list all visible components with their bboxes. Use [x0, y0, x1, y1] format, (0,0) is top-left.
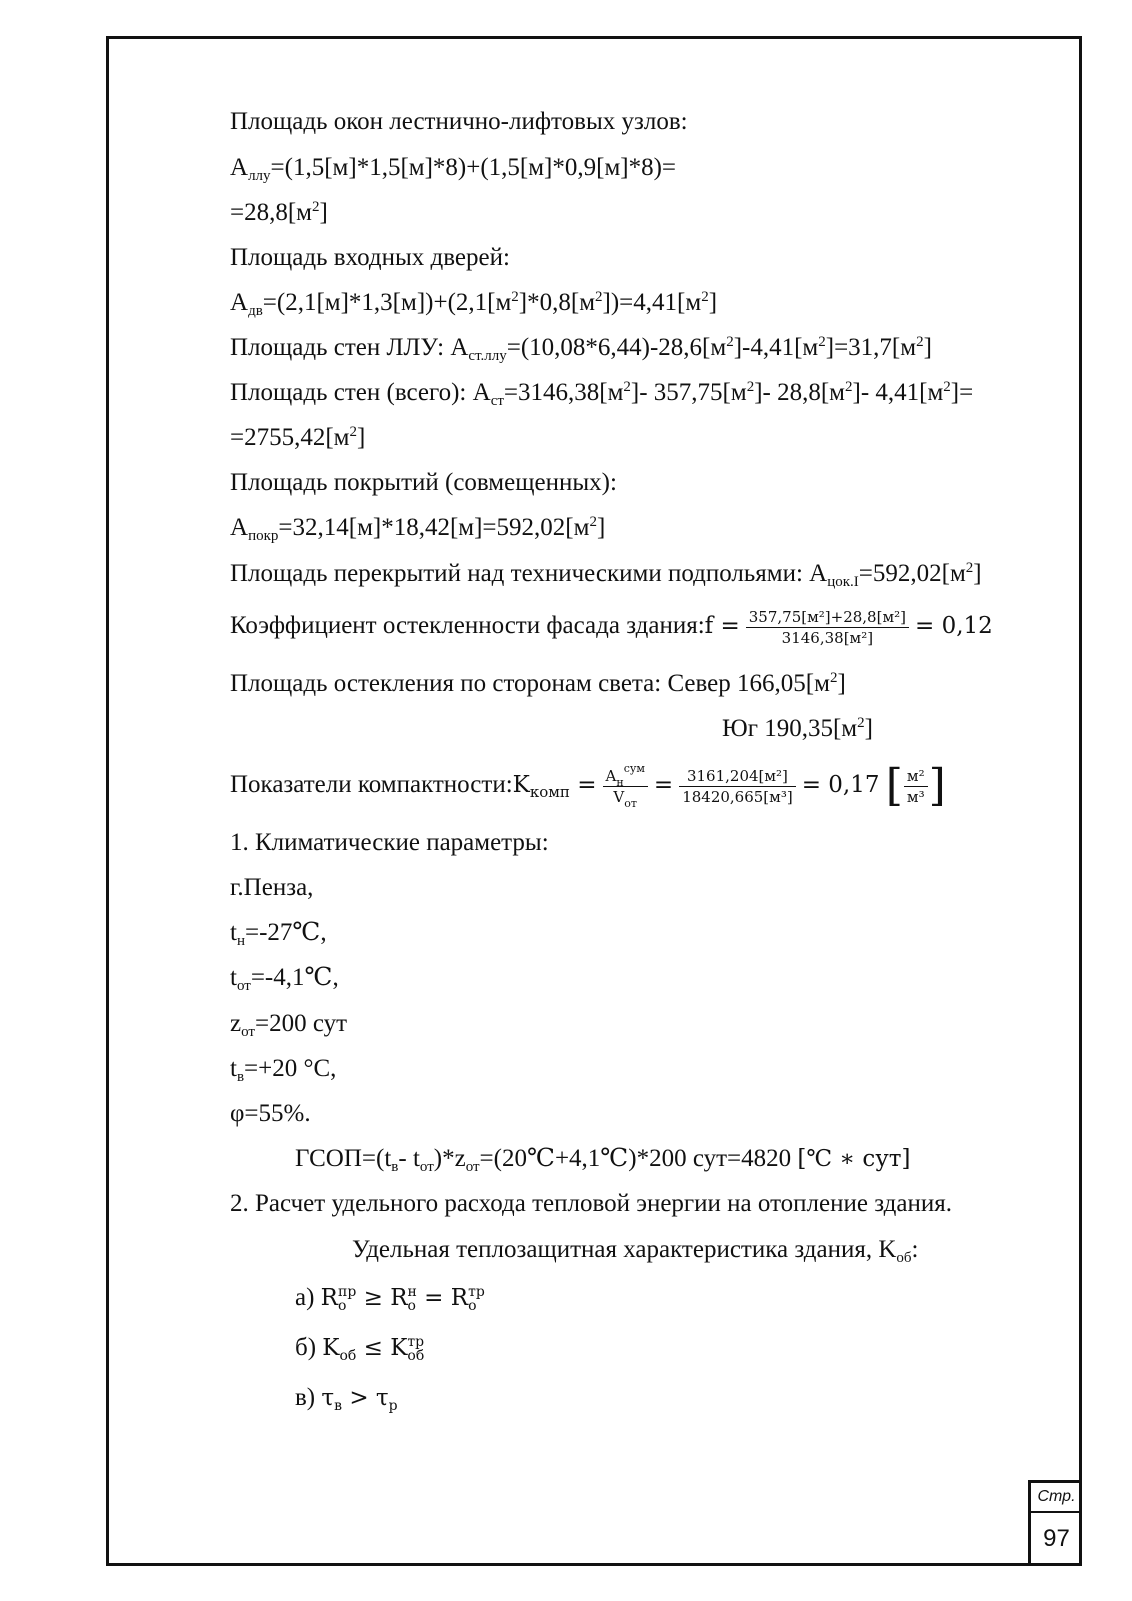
formula-a-st-llu: Площадь стен ЛЛУ: $A_{ст.ллу}=(10,08*6,44)-28,6[м^2]-4,41[м^2]=31,7[м^2]$ — [230, 334, 932, 364]
glazing-fraction: $\frac{\text{357,75[м²]+28,8[м²]}}{\text{3146,38[м²]}}$ — [746, 607, 909, 648]
compactness-fraction-1: $\frac{A_н^{сум}}{V_{от}}$ — [603, 766, 648, 807]
formula-a-st-result: $=2755,42[м^2]$ — [230, 424, 366, 451]
compactness-fraction-2: $\frac{\text{3161,204[м²]}}{\text{18420,665[м³]}}$ — [679, 766, 796, 807]
formula-compactness: Показатели $компактности:K_{комп}$ = $\frac{A_н^{сум}}{V_{от}}$ = $\frac{\text{3161,204[м²]}}{\text{18420,665[м³]}}$ = 0,17 [ $\frac{\text{м²}}{\text{м³}}$ ] — [230, 760, 946, 812]
text-line-9: Площадь покрытий (совмещенных): — [230, 469, 617, 496]
param-phi: φ=55%. — [230, 1100, 311, 1127]
formula-a-tsok: Площадь перекрытий над техническими подпольями: $A_{цок.I}=592,02[м^2]$ — [230, 560, 982, 590]
formula-a-llu: $A_{ллу}=(1,5[м]*1,5[м]*8)+(1,5[м]*0,9[м]*8)=$ — [230, 154, 677, 184]
compactness-unit: $\frac{\text{м²}}{\text{м³}}$ — [904, 766, 928, 807]
page-number-stamp — [1028, 1480, 1082, 1566]
section-1-title: 1. Климатические параметры: — [230, 829, 549, 856]
condition-a: а) R пр о ≥ R н о = R тр о — [295, 1284, 485, 1314]
formula-a-dv: $A_{дв}=(2,1[м]*1,3[м])+(2,1[м^2]*0,8[м^2])=4,41[м^2]$ — [230, 289, 718, 319]
formula-glazing-north: Площадь остекления по сторонам света: Север $166,05[м^2]$ — [230, 670, 846, 697]
text-line-4: Площадь входных дверей: — [230, 244, 510, 271]
heat-characteristic-title: Удельная теплозащитная характеристика здания, $K_{об}$: — [352, 1236, 919, 1266]
page-number: 97 — [1043, 1525, 1070, 1552]
formula-glazing-ratio: Коэффициент остекленности фасада здания:f = $\frac{\text{357,75[м²]+28,8[м²]}}{\text{3146,38[м²]}}$ = 0,12 — [230, 607, 993, 647]
section-2-title: 2. Расчет удельного расхода тепловой энергии на отопление здания. — [230, 1190, 952, 1217]
param-t-n: $t_н=-27℃$, — [230, 919, 327, 949]
param-t-v: $t_в=+20$ °C, — [230, 1055, 337, 1085]
condition-c: в) $\tau_в > \tau_р$ — [295, 1384, 398, 1414]
city-name: г.Пенза, — [230, 874, 314, 901]
formula-a-pokr: $A_{покр}=32,14[м]*18,42[м]=592,02[м^2]$ — [230, 514, 606, 544]
condition-b: б) $K_{об} \le K$ тр об — [295, 1334, 425, 1364]
text-line-1: Площадь окон лестнично-лифтовых узлов: — [230, 108, 688, 135]
param-t-ot: $t_{от}=-4,1℃$, — [230, 964, 339, 994]
formula-gsop: $ГСОП=(t_в-$ $t_{от})*z_{от}=(20℃+4,1℃)*200$ сут=4820 [℃ ∗ сут] — [295, 1145, 911, 1175]
formula-a-llu-result: $=28,8[м^2]$ — [230, 199, 328, 226]
page-label: Стр. — [1031, 1483, 1082, 1513]
formula-a-st: Площадь стен (всего): $A_{ст}=3146,38[м^2]-$ $357,75[м^2]-$ $28,8[м^2]-$ $4,41[м^2]=$ — [230, 379, 974, 409]
formula-glazing-south: Юг $190,35[м^2]$ — [722, 715, 873, 742]
param-z-ot: $z_{от}=200$ сут — [230, 1010, 348, 1040]
